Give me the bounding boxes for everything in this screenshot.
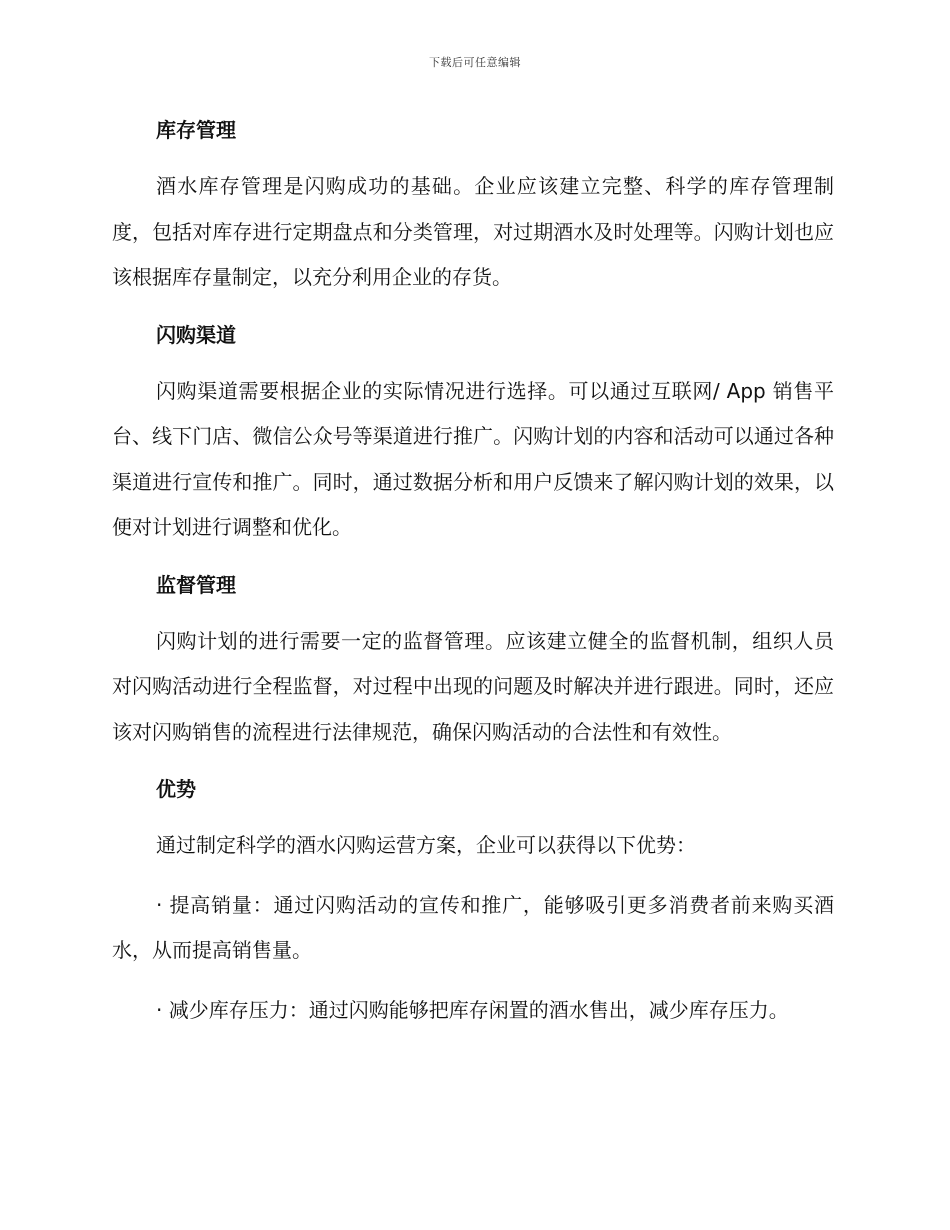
- section-heading-advantages: 优势: [156, 777, 196, 801]
- paragraph-supervision: 闪购计划的进行需要一定的监督管理。应该建立健全的监督机制，组织人员对闪购活动进行全程监督，对过程中出现的问题及时解决并进行跟进。同时，还应该对闪购销售的流程进行法律规范，确保闪购活动的合法性和有效性。: [112, 628, 834, 744]
- header-note: 下载后可任意编辑: [429, 56, 521, 69]
- paragraph-channels: 闪购渠道需要根据企业的实际情况进行选择。可以通过互联网/ App 销售平台、线下门店、微信公众号等渠道进行推广。闪购计划的内容和活动可以通过各种渠道进行宣传和推广。同时，通过数据分析和用户反馈来了解闪购计划的效果，以便对计划进行调整和优化。: [112, 378, 834, 539]
- paragraph-advantages-intro: 通过制定科学的酒水闪购运营方案，企业可以获得以下优势：: [156, 833, 696, 857]
- paragraph-inventory: 酒水库存管理是闪购成功的基础。企业应该建立完整、科学的库存管理制度，包括对库存进行定期盘点和分类管理，对过期酒水及时处理等。闪购计划也应该根据库存量制定，以充分利用企业的存货。: [112, 174, 834, 289]
- document-body: [112, 110, 834, 1033]
- section-heading-supervision: 监督管理: [156, 572, 236, 597]
- section-heading-inventory: 库存管理: [156, 118, 236, 142]
- bullet-reduce-inventory: · 减少库存压力：通过闪购能够把库存闲置的酒水售出，减少库存压力。: [156, 997, 789, 1022]
- bullet-increase-sales: · 提高销量：通过闪购活动的宣传和推广，能够吸引更多消费者前来购买酒水，从而提高销售量。: [112, 892, 834, 962]
- section-heading-channels: 闪购渠道: [156, 322, 236, 347]
